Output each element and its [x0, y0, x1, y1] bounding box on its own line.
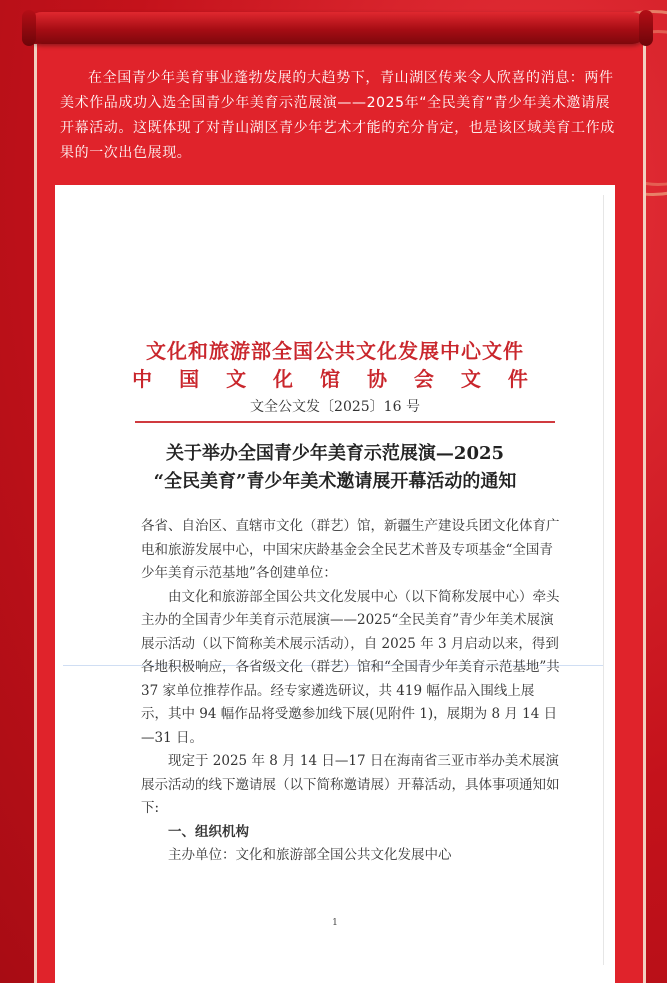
- body-paragraph: 由文化和旅游部全国公共文化发展中心（以下简称发展中心）牵头主办的全国青少年美育示范展演——2025“全民美育”青少年美术展演展示活动（以下简称美术展示活动），自 2025 年 3 月启动以来，得到各地积极响应，各省级文化（群艺）馆和“全国青少年美育示范基地”共 37 家单位推荐作品。经专家遴选研议，共 419 幅作品入围线上展示，其中 94 幅作品将受邀参加线下展(见附件 1)，展期为 8 月 14 日—31 日。: [141, 588, 560, 746]
- notice-title-line1: 关于举办全国青少年美育示范展演—2025: [165, 443, 505, 464]
- document-header-line2: 中 国 文 化 馆 协 会 文 件: [132, 367, 538, 391]
- document-header-line1: 文化和旅游部全国公共文化发展中心文件: [146, 339, 524, 363]
- scroll-rod-end-left: [22, 10, 36, 46]
- page-edge: [603, 195, 604, 965]
- scroll-rod-end-right: [639, 10, 653, 46]
- document-number: 文全公文发〔2025〕16 号: [250, 399, 420, 415]
- page-number: 1: [332, 918, 338, 928]
- document-body: [141, 515, 561, 868]
- notice-title-line2: “全民美育”青少年美术邀请展开幕活动的通知: [153, 471, 517, 492]
- organizer-line: 主办单位：文化和旅游部全国公共文化发展中心: [168, 847, 452, 863]
- intro-paragraph: 在全国青少年美育事业蓬勃发展的大趋势下，青山湖区传来令人欣喜的消息：两件美术作品成功入选全国青少年美育示范展演——2025年“全民美育”青少年美术邀请展开幕活动。这既体现了对青山湖区青少年艺术才能的充分肯定，也是该区域美育工作成果的一次出色展现。: [60, 70, 615, 161]
- body-paragraph: 各省、自治区、直辖市文化（群艺）馆，新疆生产建设兵团文化体育广电和旅游发展中心，中国宋庆龄基金会全民艺术普及专项基金“全国青少年美育示范基地”各创建单位：: [141, 518, 560, 581]
- body-paragraph: 现定于 2025 年 8 月 14 日—17 日在海南省三亚市举办美术展演展示活动的线下邀请展（以下简称邀请展）开幕活动，具体事项通知如下:: [141, 753, 560, 816]
- scroll-rod-top: [26, 12, 648, 44]
- red-divider: [135, 421, 555, 423]
- section-heading: 一、组织机构: [168, 823, 249, 840]
- document-image: [55, 185, 615, 983]
